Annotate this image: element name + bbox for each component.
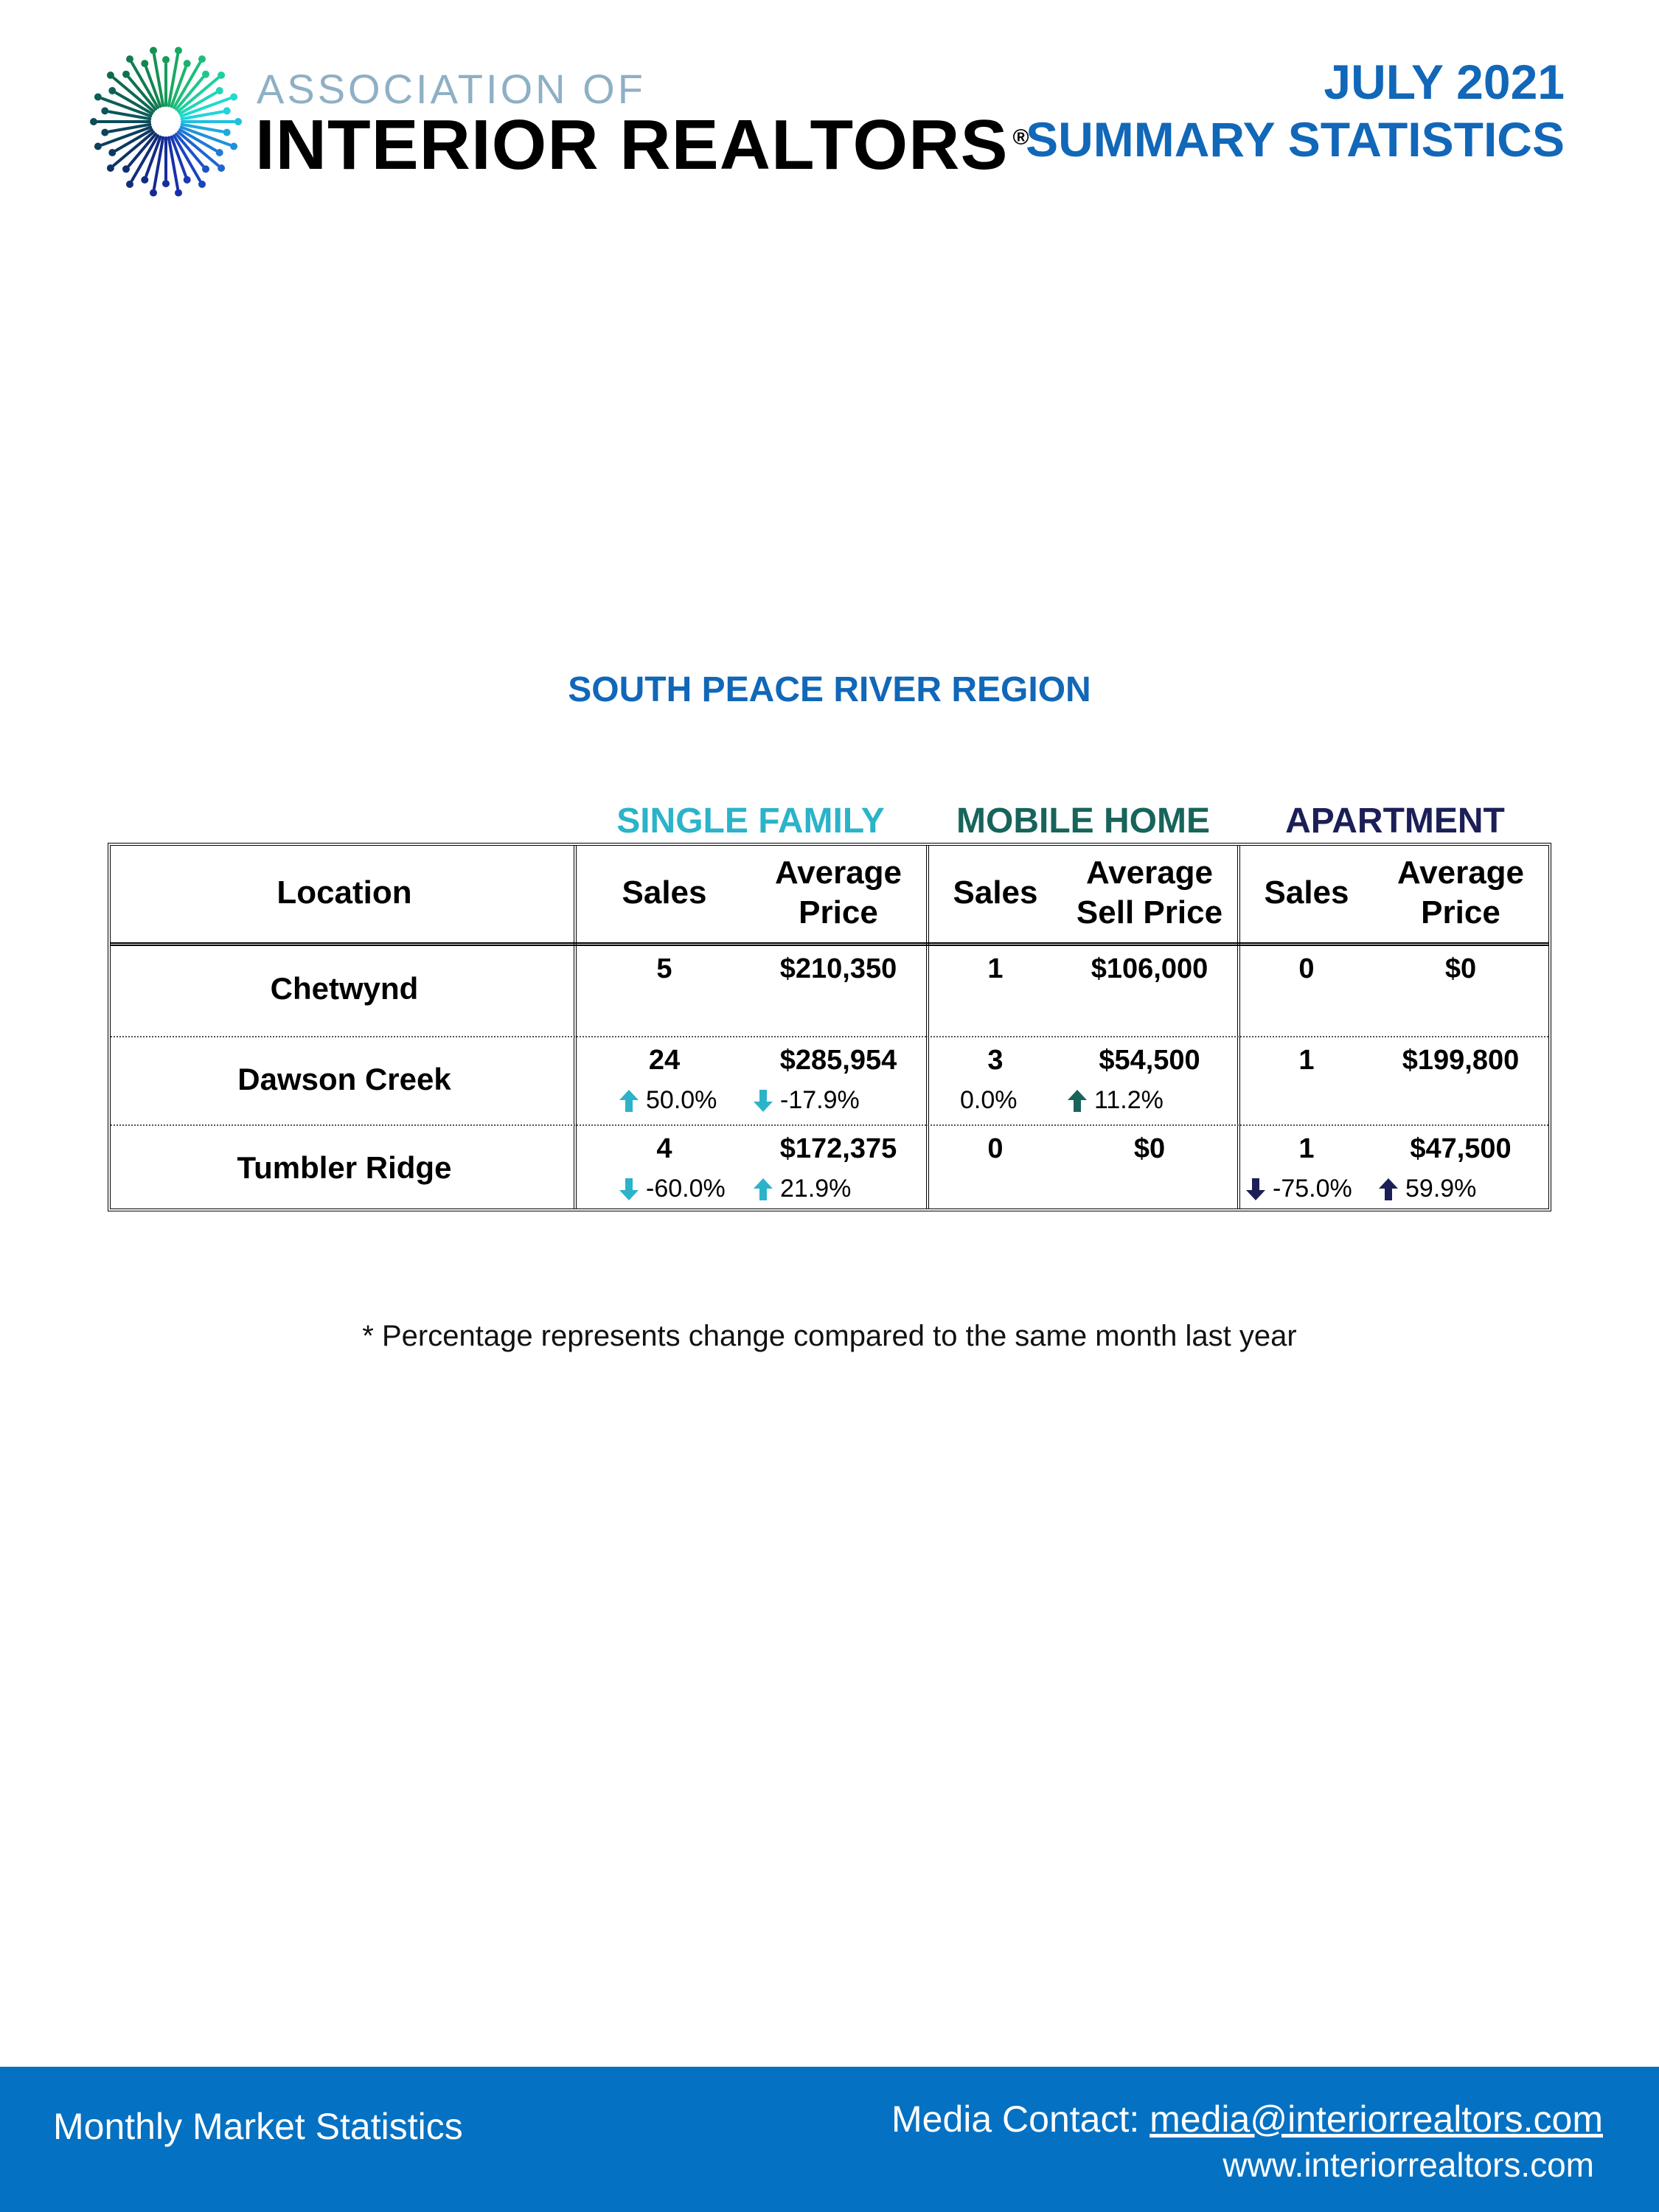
report-month: JULY 2021 <box>1324 55 1565 109</box>
change-mh-price <box>1066 1086 1164 1115</box>
footnote: * Percentage represents change compared to the same month last year <box>362 1320 1297 1352</box>
registered-mark: ® <box>1012 125 1030 150</box>
column-header-ap-sales: Sales <box>1264 874 1349 911</box>
column-header-mh-sales: Sales <box>953 874 1038 911</box>
cell-ap-price: $199,800 <box>1402 1045 1520 1076</box>
footer-contact <box>891 2098 1603 2185</box>
logo-line-realtors <box>255 105 1030 186</box>
column-header-ap-price <box>1373 853 1548 933</box>
footer-title: Monthly Market Statistics <box>53 2106 463 2147</box>
header-line: Sell Price <box>1076 894 1223 931</box>
change-value: 0.0% <box>960 1086 1018 1114</box>
header-line: Average <box>1397 855 1525 891</box>
cell-mh-sales: 0 <box>987 1133 1004 1164</box>
row-location-chetwynd: Chetwynd <box>270 971 419 1006</box>
cell-sf-sales: 4 <box>656 1133 672 1164</box>
cell-mh-price: $54,500 <box>1099 1045 1200 1076</box>
website-link[interactable]: www.interiorrealtors.com <box>1222 2146 1594 2184</box>
category-single-family: SINGLE FAMILY <box>616 801 885 841</box>
category-mobile-home: MOBILE HOME <box>956 801 1210 841</box>
logo-realtors-text: INTERIOR REALTORS <box>255 105 1009 184</box>
change-sf-sales <box>618 1086 717 1115</box>
header-divider <box>111 942 1548 946</box>
cell-ap-sales: 1 <box>1298 1045 1315 1076</box>
cell-mh-sales: 1 <box>987 953 1004 984</box>
change-mh-sales <box>960 1086 1018 1115</box>
cell-sf-price: $172,375 <box>779 1133 897 1164</box>
cell-sf-sales: 24 <box>648 1045 681 1076</box>
change-value: 21.9% <box>780 1175 852 1203</box>
row-location-tumbler-ridge: Tumbler Ridge <box>237 1150 452 1185</box>
cell-ap-sales: 0 <box>1298 953 1315 984</box>
cell-ap-price: $47,500 <box>1410 1133 1512 1164</box>
cell-sf-price: $210,350 <box>779 953 897 984</box>
arrow-up-icon <box>1377 1177 1399 1202</box>
statistics-table <box>108 843 1551 1211</box>
change-value: 59.9% <box>1405 1175 1477 1203</box>
column-header-sf-sales: Sales <box>622 874 707 911</box>
column-header-mh-price <box>1062 853 1237 933</box>
row-divider <box>111 1124 1548 1126</box>
arrow-up-icon <box>752 1177 774 1202</box>
cell-ap-sales: 1 <box>1298 1133 1315 1164</box>
arrow-down-icon <box>618 1177 640 1202</box>
column-header-sf-price <box>751 853 926 933</box>
cell-mh-sales: 3 <box>987 1045 1004 1076</box>
change-sf-price <box>752 1175 851 1203</box>
contact-email-link[interactable]: media@interiorrealtors.com <box>1150 2098 1603 2140</box>
report-title <box>1026 53 1565 168</box>
cell-mh-price: $106,000 <box>1091 953 1208 984</box>
change-value: -60.0% <box>646 1175 726 1203</box>
arrow-down-icon <box>752 1088 774 1113</box>
cell-ap-price: $0 <box>1444 953 1477 984</box>
contact-label: Media Contact: <box>891 2098 1150 2140</box>
change-ap-sales <box>1245 1175 1352 1203</box>
column-header-location: Location <box>276 874 412 911</box>
arrow-up-icon <box>618 1088 640 1113</box>
cell-mh-price: $0 <box>1133 1133 1166 1164</box>
cell-sf-sales: 5 <box>656 953 672 984</box>
row-location-dawson-creek: Dawson Creek <box>237 1062 451 1096</box>
arrow-down-icon <box>1245 1177 1267 1202</box>
footer <box>0 2067 1659 2212</box>
header-line: Price <box>1421 894 1500 931</box>
change-value: 50.0% <box>646 1086 717 1114</box>
starburst-logo-icon <box>88 44 243 199</box>
change-ap-price <box>1377 1175 1476 1203</box>
arrow-up-icon <box>1066 1088 1088 1113</box>
change-sf-price <box>752 1086 860 1115</box>
logo-line-association: ASSOCIATION OF <box>257 66 646 112</box>
change-value: -17.9% <box>780 1086 860 1114</box>
cell-sf-price: $285,954 <box>779 1045 897 1076</box>
report-subtitle: SUMMARY STATISTICS <box>1026 112 1565 167</box>
header-line: Average <box>1085 855 1214 891</box>
logo <box>88 44 1030 199</box>
row-divider <box>111 1036 1548 1037</box>
change-value: -75.0% <box>1273 1175 1352 1203</box>
region-title: SOUTH PEACE RIVER REGION <box>568 670 1091 709</box>
media-contact <box>891 2098 1603 2140</box>
change-sf-sales <box>618 1175 726 1203</box>
category-apartment: APARTMENT <box>1285 801 1505 841</box>
change-value: 11.2% <box>1094 1086 1164 1114</box>
header-line: Price <box>799 894 878 931</box>
header-line: Average <box>774 855 902 891</box>
